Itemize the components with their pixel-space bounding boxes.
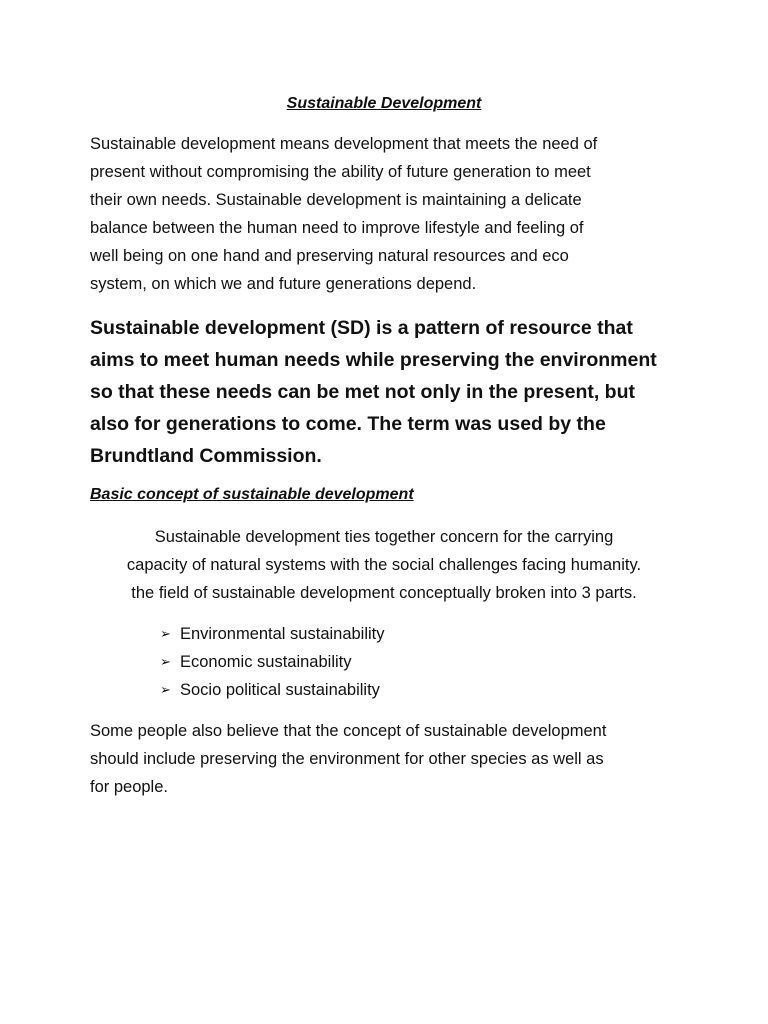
bullet-list	[160, 620, 385, 704]
paragraph-line: balance between the human need to improve lifestyle and feeling of	[90, 219, 584, 237]
paragraph-line: Sustainable development ties together concern for the carrying	[154, 528, 614, 546]
arrowhead-bullet-icon: ➢	[160, 626, 171, 641]
list-item-label: Socio political sustainability	[180, 681, 380, 699]
paragraph-line: present without compromising the ability of future generation to meet	[90, 163, 591, 181]
paragraph-line: capacity of natural systems with the social challenges facing humanity.	[126, 556, 642, 574]
document-title: Sustainable Development	[286, 95, 482, 112]
paragraph-line: should include preserving the environment for other species as well as	[90, 750, 604, 768]
paragraph-line: system, on which we and future generations depend.	[90, 275, 477, 293]
definition-paragraph	[90, 130, 690, 298]
arrowhead-bullet-icon: ➢	[160, 682, 171, 697]
section-heading: Basic concept of sustainable development	[90, 486, 414, 503]
paragraph-line: also for generations to come. The term was used by the	[90, 413, 606, 435]
list-item-label: Economic sustainability	[180, 653, 352, 671]
paragraph-line: the field of sustainable development conceptually broken into 3 parts.	[131, 584, 637, 602]
paragraph-line: aims to meet human needs while preserving the environment	[90, 349, 657, 371]
paragraph-line: for people.	[90, 778, 168, 796]
arrowhead-bullet-icon: ➢	[160, 654, 171, 669]
paragraph-line: so that these needs can be met not only in the present, but	[90, 381, 636, 403]
list-item-label: Environmental sustainability	[180, 625, 385, 643]
paragraph-line: Sustainable development means development that meets the need of	[90, 135, 598, 153]
concept-paragraph	[0, 523, 768, 607]
closing-paragraph	[90, 717, 690, 801]
list-item	[160, 676, 385, 704]
list-item	[160, 648, 385, 676]
paragraph-line: their own needs. Sustainable development is maintaining a delicate	[90, 191, 582, 209]
paragraph-line: Brundtland Commission.	[90, 445, 322, 467]
paragraph-line: well being on one hand and preserving natural resources and eco	[90, 247, 569, 265]
bold-definition-paragraph	[90, 312, 690, 472]
paragraph-line: Some people also believe that the concept of sustainable development	[90, 722, 607, 740]
list-item	[160, 620, 385, 648]
paragraph-line: Sustainable development (SD) is a pattern of resource that	[90, 317, 633, 339]
